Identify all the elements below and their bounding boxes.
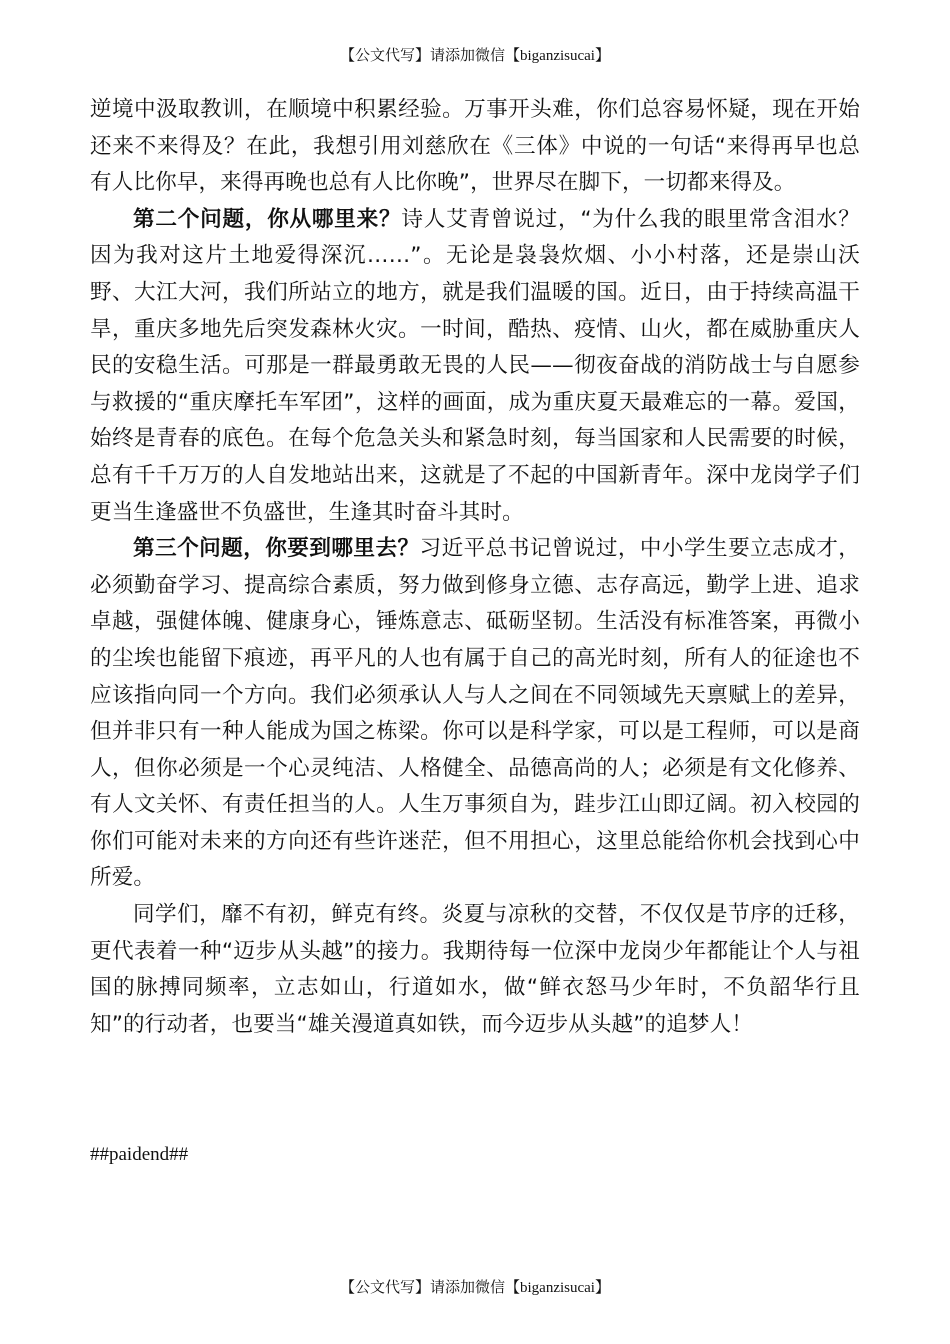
paragraph-3-text: 习近平总书记曾说过，中小学生要立志成才，必须勤奋学习、提高综合素质，努力做到修身立德、志存高远，勤学上进、追求卓越，强健体魄、健康身心，锤炼意志、砥砺坚韧。生活没有标准答案，再微小的尘埃也能留下痕迹，再平凡的人也有属于自己的高光时刻，所有人的征途也不应该指向同一个方向。我们必须承认人与人之间在不同领域先天禀赋上的差异，但并非只有一种人能成为国之栋梁。你可以是科学家，可以是工程师，可以是商人，但你必须是一个心灵纯洁、人格健全、品德高尚的人；必须是有文化修养、有人文关怀、有责任担当的人。人生万事须自为，跬步江山即辽阔。初入校园的你们可能对未来的方向还有些许迷茫，但不用担心，这里总能给你机会找到心中所爱。 [90,536,860,891]
page-header: 【公文代写】请添加微信【biganzisucai】 [340,48,610,64]
paragraph-4 [90,897,860,1043]
paragraph-4-text: 同学们，靡不有初，鲜克有终。炎夏与凉秋的交替，不仅仅是节序的迁移，更代表着一种“迈步从头越”的接力。我期待每一位深中龙岗少年都能让个人与祖国的脉搏同频率，立志如山，行道如水，做“鲜衣怒马少年时，不负韶华行且知”的行动者，也要当“雄关漫道真如铁，而今迈步从头越”的追梦人！ [90,902,860,1037]
paragraph-3-lead: 第三个问题，你要到哪里去？ [133,536,420,562]
document-body [90,92,860,1043]
page-footer: 【公文代写】请添加微信【biganzisucai】 [340,1280,610,1296]
paragraph-2-lead: 第二个问题，你从哪里来？ [133,206,402,232]
paragraph-1 [90,92,860,202]
paragraph-2-text: 诗人艾青曾说过，“为什么我的眼里常含泪水？因为我对这片土地爱得深沉……”。无论是袅袅炊烟、小小村落，还是崇山沃野、大江大河，我们所站立的地方，就是我们温暖的国。近日，由于持续高温干旱，重庆多地先后突发森林火灾。一时间，酷热、疫情、山火，都在威胁重庆人民的安稳生活。可那是一群最勇敢无畏的人民——彻夜奋战的消防战士与自愿参与救援的“重庆摩托车军团”，这样的画面，成为重庆夏天最难忘的一幕。爱国，始终是青春的底色。在每个危急关头和紧急时刻，每当国家和人民需要的时候，总有千千万万的人自发地站出来，这就是了不起的中国新青年。深中龙岗学子们更当生逢盛世不负盛世，生逢其时奋斗其时。 [90,206,860,525]
paragraph-1-text: 逆境中汲取教训，在顺境中积累经验。万事开头难，你们总容易怀疑，现在开始还来不来得及？在此，我想引用刘慈欣在《三体》中说的一句话“来得再早也总有人比你早，来得再晚也总有人比你晚”，世界尽在脚下，一切都来得及。 [90,97,860,196]
paragraph-3 [90,531,860,897]
paragraph-2 [90,202,860,531]
end-marker: ##paidend## [90,1144,189,1165]
